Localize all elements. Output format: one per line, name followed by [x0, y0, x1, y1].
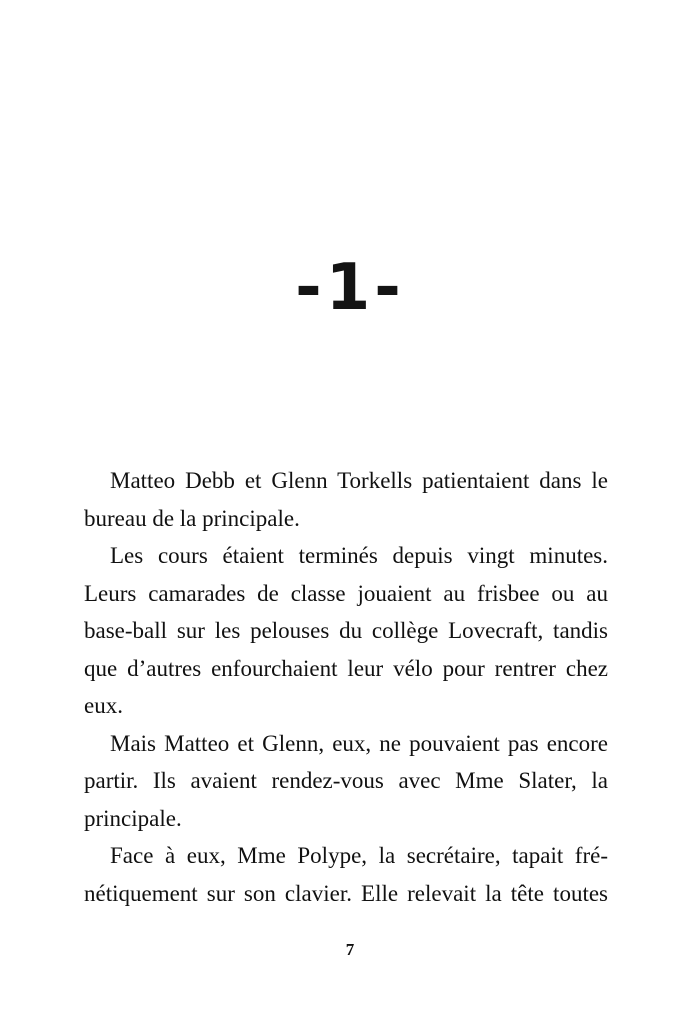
- paragraph: Face à eux, Mme Polype, la secrétaire, tapait fré- nétiquement sur son clavier. Elle relevait la tête toutes: [84, 843, 608, 906]
- page-number: 7: [345, 940, 355, 959]
- paragraph: Mais Matteo et Glenn, eux, ne pouvaient pas encore partir. Ils avaient rendez-vous avec Mme Slater, la principale.: [84, 730, 608, 831]
- body-text: [84, 462, 608, 912]
- chapter-heading: -1-: [295, 251, 405, 325]
- paragraph: Matteo Debb et Glenn Torkells patientaient dans le bureau de la principale.: [84, 468, 608, 531]
- paragraph: Les cours étaient terminés depuis vingt minutes. Leurs camarades de classe jouaient au frisbee ou au base-ball sur les pelouses du collège Lovecraft, tandis que d’autres enfourchaient leur vélo pour rentrer chez eux.: [84, 543, 608, 718]
